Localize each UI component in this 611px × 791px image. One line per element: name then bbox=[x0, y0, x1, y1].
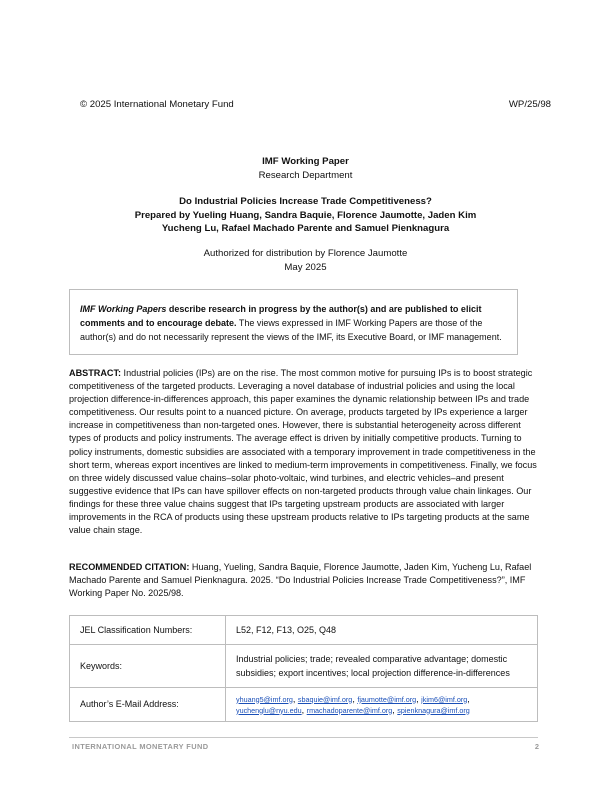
citation-text: Huang, Yueling, Sandra Baquie, Florence Jaumotte, Jaden Kim, Yucheng Lu, Rafael Machado Parente and Samuel Pienknagura. 2025. “Do Industrial Policies Increase Trade Competitiveness?”, IMF Working Paper No. 2025/98. bbox=[69, 562, 532, 599]
authors-line-2: Yucheng Lu, Rafael Machado Parente and Samuel Pienknagura bbox=[161, 223, 450, 234]
disclaimer-box bbox=[69, 289, 518, 355]
working-paper-number: WP/25/98 bbox=[508, 99, 551, 110]
citation-label: RECOMMENDED CITATION: bbox=[69, 562, 190, 572]
series-name: IMF Working Paper bbox=[262, 156, 349, 167]
department-name: Research Department bbox=[258, 169, 353, 181]
email-link[interactable]: rmachadoparente@imf.org bbox=[306, 705, 393, 715]
jel-label: JEL Classification Numbers: bbox=[70, 616, 226, 645]
copyright-notice: © 2025 International Monetary Fund bbox=[80, 99, 234, 110]
info-table bbox=[69, 615, 538, 722]
email-list: yhuang5@imf.org, sbaquie@imf.org, fjaumotte@imf.org, jkim6@imf.org, yuchenglu@nyu.edu, rmachadoparente@imf.org, spienknagura@imf.org bbox=[226, 688, 538, 722]
series-block bbox=[0, 155, 611, 182]
email-link[interactable]: sbaquie@imf.org bbox=[297, 694, 353, 704]
page-number: 2 bbox=[534, 742, 539, 751]
authors-line-1: Prepared by Yueling Huang, Sandra Baquie, Florence Jaumotte, Jaden Kim bbox=[134, 209, 477, 221]
disclaimer-body: The views expressed in IMF Working Papers are those of the author(s) and do not necessarily represent the views of the IMF, its Executive Board, or IMF management. bbox=[80, 318, 502, 342]
table-row-keywords bbox=[70, 645, 538, 688]
authorization-block bbox=[0, 247, 611, 274]
disclaimer-bold-text: describe research in progress by the author(s) and are published to elicit comments and to encourage debate. bbox=[80, 304, 482, 328]
email-label: Author’s E-Mail Address: bbox=[70, 688, 226, 722]
disclaimer-italic-lead: IMF Working Papers bbox=[80, 304, 167, 314]
footer-divider bbox=[69, 737, 538, 738]
table-row-jel bbox=[70, 616, 538, 645]
jel-value: L52, F12, F13, O25, Q48 bbox=[226, 616, 538, 645]
abstract-label: ABSTRACT: bbox=[69, 368, 122, 378]
table-row-email bbox=[70, 688, 538, 722]
email-link[interactable]: yhuang5@imf.org bbox=[236, 694, 293, 704]
title-block bbox=[0, 195, 611, 236]
keywords-label: Keywords: bbox=[70, 645, 226, 688]
email-link[interactable]: fjaumotte@imf.org bbox=[357, 694, 417, 704]
email-link[interactable]: yuchenglu@nyu.edu bbox=[236, 705, 302, 715]
abstract bbox=[69, 367, 539, 537]
footer-organization: INTERNATIONAL MONETARY FUND bbox=[72, 742, 209, 751]
publication-date: May 2025 bbox=[284, 261, 327, 273]
abstract-text: Industrial policies (IPs) are on the rise. The most common motive for pursuing IPs is to boost strategic competitiveness of the targeted products. Leveraging a novel database of industrial policies and using the local projection difference-in-differences approach, this paper examines the dynamic relationship between IPs and trade competitiveness. Our results point to a nuanced picture. On average, products targeted by IPs experience a larger increase in competitiveness than non-targeted ones. However, there is substantial heterogeneity across different types of products and policy instruments. The average effect is driven by initially competitive products. Turning to policy instruments, domestic subsidies are associated with a temporary improvement in trade competitiveness in the short term, whereas export incentives are linked to medium-term improvements in competitiveness. Finally, we focus on three widely discussed value chains–solar photo-voltaic, wind turbines, and electric vehicles–and present suggestive evidence that IPs can have spillover effects on non-targeted products through value chain linkages. Our findings for these three value chains suggest that IPs targeting upstream products are associated with larger improvements in the RCA of products using these upstream products relative to IPs targeting products at the same value chain stage. bbox=[69, 368, 537, 536]
email-link[interactable]: spienknagura@imf.org bbox=[397, 705, 470, 715]
keywords-value: Industrial policies; trade; revealed comparative advantage; domestic subsidies; export incentives; local projection difference-in-differences bbox=[226, 645, 538, 688]
email-link[interactable]: jkim6@imf.org bbox=[421, 694, 468, 704]
recommended-citation bbox=[69, 561, 539, 600]
paper-title: Do Industrial Policies Increase Trade Competitiveness? bbox=[179, 196, 432, 207]
authorized-by: Authorized for distribution by Florence Jaumotte bbox=[203, 248, 408, 259]
